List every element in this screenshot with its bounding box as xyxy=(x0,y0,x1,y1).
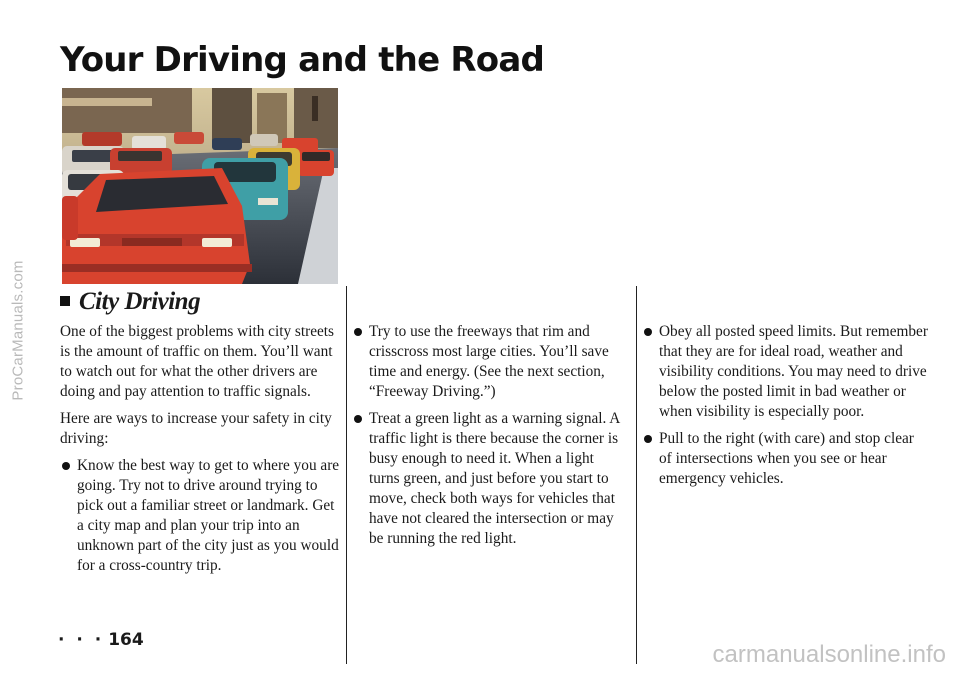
column-3 xyxy=(642,322,930,496)
column-divider-right xyxy=(636,286,637,664)
column-divider-left xyxy=(346,286,347,664)
page-title: Your Driving and the Road xyxy=(60,40,545,80)
page-number-value: 164 xyxy=(108,630,144,650)
section-heading-text: City Driving xyxy=(79,288,201,315)
bullet-list xyxy=(642,322,930,489)
city-traffic-photo xyxy=(62,88,338,284)
list-item: Know the best way to get to where you are going. Try not to drive around trying to pick out a familiar street or landmark. Get a city map and plan your trip into an unknown part of the city just as you would for a cross-country trip. xyxy=(60,456,345,576)
paragraph: One of the biggest problems with city streets is the amount of traffic on them. You’ll want to watch out for what the other drivers are doing and pay attention to traffic signals. xyxy=(60,323,335,400)
section-heading xyxy=(60,288,200,316)
side-watermark: ProCarManuals.com xyxy=(9,260,27,401)
heading-square-icon xyxy=(60,296,70,306)
list-item: Try to use the freeways that rim and crisscross most large cities. You’ll save time and energy. (See the next section, “Freeway Driving.”) xyxy=(352,322,627,402)
page-number xyxy=(58,630,144,650)
bottom-watermark: carmanualsonline.info xyxy=(712,641,946,668)
column-2 xyxy=(352,322,627,556)
column-1 xyxy=(60,322,345,583)
list-item: Obey all posted speed limits. But remember that they are for ideal road, weather and visibility conditions. You may need to drive below the posted limit in bad weather or when visibility is especially poor. xyxy=(642,322,930,422)
page-number-dots: · · · xyxy=(58,630,105,650)
paragraph: Here are ways to increase your safety in city driving: xyxy=(60,410,332,447)
bullet-list xyxy=(60,456,345,576)
list-item: Treat a green light as a warning signal. A traffic light is there because the corner is busy enough to need it. When a light turns green, and just before you start to move, check both ways for vehicles that have not cleared the intersection or may be running the red light. xyxy=(352,409,627,549)
bullet-list xyxy=(352,322,627,549)
list-item: Pull to the right (with care) and stop clear of intersections when you see or hear emergency vehicles. xyxy=(642,429,930,489)
